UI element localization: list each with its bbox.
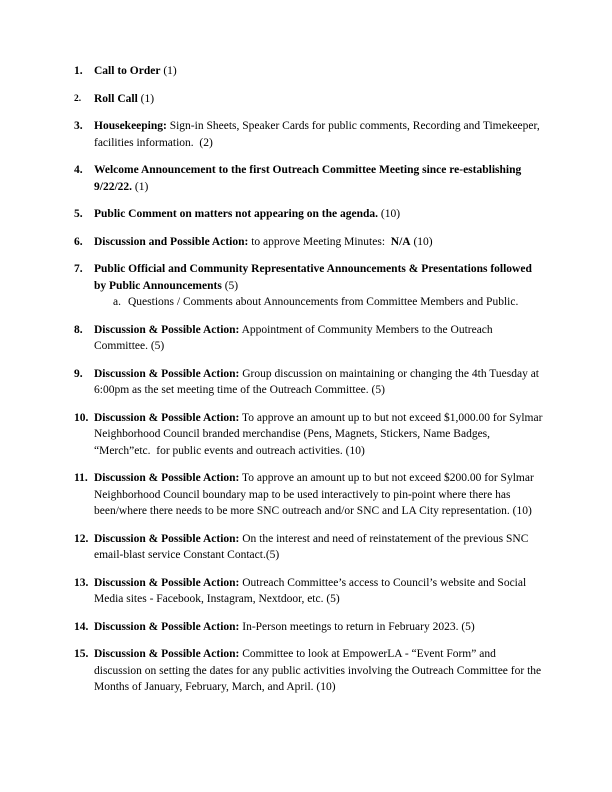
agenda-text-segment: Discussion & Possible Action: — [94, 532, 240, 545]
agenda-item-text — [94, 234, 545, 251]
agenda-item — [74, 322, 545, 355]
agenda-text-segment: Outreach Committee’s access to Council’s website and Social Media sites - Facebook, Instagram, Nextdoor, etc. (5) — [94, 576, 530, 605]
agenda-text-segment: Discussion and Possible Action: — [94, 235, 249, 248]
agenda-text-segment: Sign-in Sheets, Speaker Cards for public comments, Recording and Timekeeper, facilities information. (2) — [94, 120, 543, 149]
agenda-item-number: 15. — [74, 648, 89, 660]
agenda-item-number: 13. — [74, 576, 89, 589]
agenda-item-text — [94, 63, 545, 80]
agenda-item-number: 5. — [74, 208, 83, 220]
agenda-text-segment: To approve an amount up to but not exceed $1,000.00 for Sylmar Neighborhood Council branded merchandise (Pens, Magnets, Stickers, Name Badges, “Merch”etc. for public events and outreach activities. (10) — [94, 411, 546, 457]
agenda-item — [74, 234, 545, 251]
agenda-item-text — [94, 531, 545, 564]
agenda-text-segment: to approve Meeting Minutes: — [248, 235, 391, 248]
agenda-item-number: 11. — [74, 472, 88, 484]
agenda-item — [74, 206, 545, 223]
agenda-text-segment: (1) — [132, 180, 149, 193]
agenda-text-segment: Discussion & Possible Action: — [94, 648, 240, 660]
agenda-item-number: 10. — [74, 411, 89, 424]
agenda-item — [74, 470, 545, 520]
agenda-item — [74, 531, 545, 564]
agenda-text-segment: Appointment of Community Members to the Outreach Committee. (5) — [94, 323, 496, 352]
agenda-text-segment: N/A — [390, 235, 411, 248]
agenda-text-segment: On the interest and need of reinstatement of the previous SNC email-blast service Constant Contact.(5) — [94, 532, 532, 561]
agenda-item-text — [94, 575, 545, 608]
agenda-item-number: 7. — [74, 263, 83, 275]
agenda-text-segment: Public Official and Community Representative Announcements & Presentations followed by Public Announcements — [94, 263, 535, 292]
agenda-item-text — [94, 206, 545, 223]
agenda-item — [74, 261, 545, 311]
agenda-item-number: 3. — [74, 120, 83, 132]
agenda-text-segment: To approve an amount up to but not exceed $200.00 for Sylmar Neighborhood Council boundary map to be used interactively to pin-point where there has been/where there needs to be more SNC outreach and/or SNC and LA City representation. (10) — [94, 472, 537, 517]
agenda-sub-item-text: Questions / Comments about Announcements from Committee Members and Public. — [128, 296, 519, 308]
agenda-item-text — [94, 366, 545, 399]
agenda-item-text — [94, 91, 545, 108]
agenda-text-segment: (10) — [410, 235, 433, 248]
agenda-item — [74, 63, 545, 80]
agenda-item-text — [94, 118, 545, 151]
agenda-text-segment: Discussion & Possible Action: — [94, 620, 240, 633]
agenda-item-number: 14. — [74, 620, 89, 633]
agenda-text-segment: Committee to look at EmpowerLA - “Event Form” and discussion on setting the dates for any public activities involving the Outreach Committee for the Months of January, February, March, and April. (10) — [94, 648, 544, 693]
agenda-item-number: 8. — [74, 323, 83, 336]
agenda-item-text — [94, 646, 545, 696]
agenda-item — [74, 91, 545, 108]
agenda-text-segment: Discussion & Possible Action: — [94, 411, 240, 424]
agenda-text-segment: Discussion & Possible Action: — [94, 472, 240, 484]
agenda-item-number: 4. — [74, 164, 83, 176]
agenda-item — [74, 646, 545, 696]
agenda-text-segment: (10) — [378, 208, 401, 220]
agenda-item — [74, 410, 545, 460]
agenda-item-text — [94, 410, 545, 460]
agenda-text-segment: Discussion & Possible Action: — [94, 576, 240, 589]
agenda-text-segment: Group discussion on maintaining or changing the 4th Tuesday at 6:00pm as the set meeting time of the Outreach Committee. (5) — [94, 367, 542, 396]
agenda-text-segment: Housekeeping: — [94, 120, 167, 132]
agenda-item-text — [94, 162, 545, 195]
agenda-item-number: 1. — [74, 65, 83, 77]
agenda-sub-item-letter: a. — [113, 296, 121, 308]
agenda-item — [74, 575, 545, 608]
agenda-item-number: 12. — [74, 532, 89, 545]
agenda-item — [74, 162, 545, 195]
agenda-item-number: 2. — [74, 93, 82, 104]
agenda-text-segment: (1) — [160, 65, 177, 77]
agenda-item-text — [94, 322, 545, 355]
agenda-text-segment: Roll Call — [94, 92, 138, 105]
agenda-item-number: 9. — [74, 367, 83, 380]
agenda-text-segment: In-Person meetings to return in February 2023. (5) — [239, 620, 475, 633]
agenda-text-segment: Welcome Announcement to the first Outreach Committee Meeting since re-establishing 9/22/22. — [94, 164, 525, 193]
agenda-text-segment: (5) — [221, 279, 239, 292]
agenda-item-text — [94, 470, 545, 520]
agenda-text-segment: Call to Order — [94, 65, 161, 77]
agenda-list — [74, 63, 545, 707]
agenda-sub-item — [94, 294, 545, 311]
agenda-item — [74, 366, 545, 399]
agenda-item-number: 6. — [74, 235, 83, 248]
agenda-item — [74, 619, 545, 636]
agenda-item — [74, 118, 545, 151]
agenda-text-segment: (1) — [137, 92, 155, 105]
agenda-item-text — [94, 261, 545, 311]
agenda-text-segment: Discussion & Possible Action: — [94, 367, 240, 380]
agenda-item-text — [94, 619, 545, 636]
agenda-text-segment: Discussion & Possible Action: — [94, 323, 240, 336]
agenda-text-segment: Public Comment on matters not appearing on the agenda. — [94, 208, 378, 220]
